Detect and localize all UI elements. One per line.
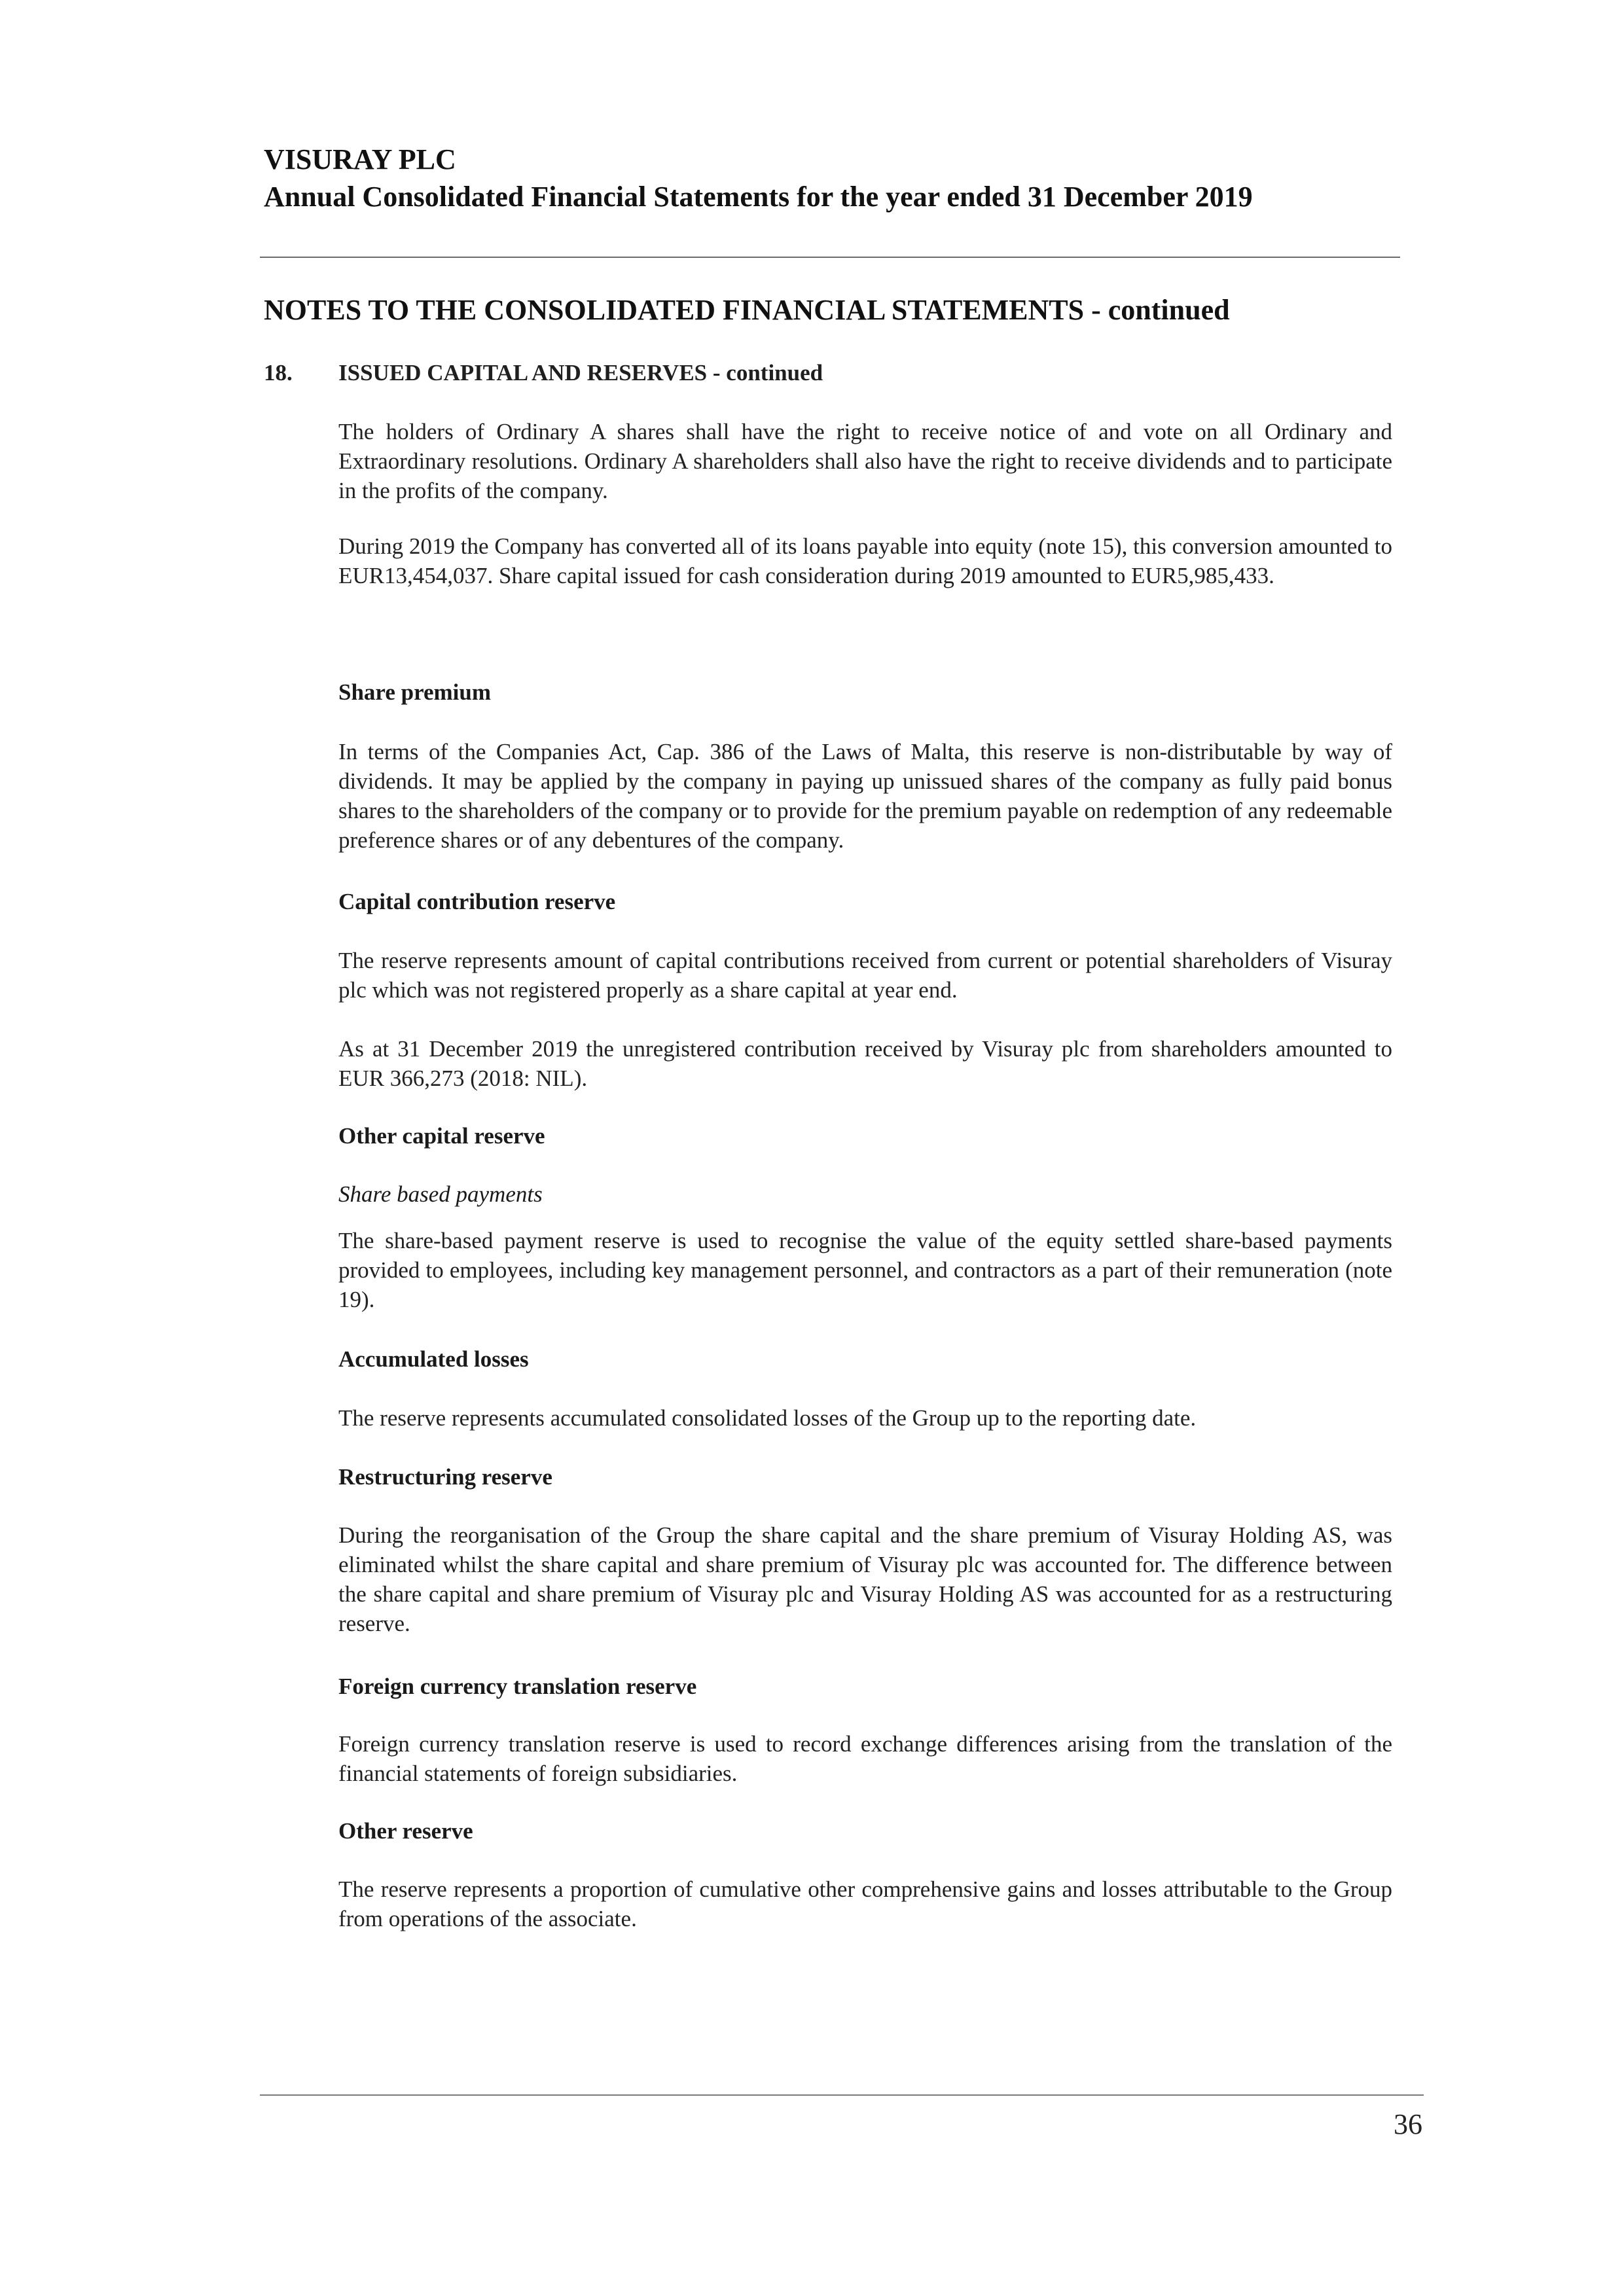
paragraph-loan-conversion: During 2019 the Company has converted all of its loans payable into equity (note 15), this conversion amounted to EUR13,454,037. Share capital issued for cash consideration during 2019 amounted to EUR5,985,433. <box>338 533 1392 588</box>
paragraph-restructuring-reserve: During the reorganisation of the Group the share capital and the share premium of Visuray Holding AS, was eliminated whilst the share capital and share premium of Visuray plc was accounted for. The difference between the share capital and share premium of Visuray plc and Visuray Holding AS was accounted for as a restructuring reserve. <box>338 1522 1392 1636</box>
notes-heading: NOTES TO THE CONSOLIDATED FINANCIAL STATEMENTS - continued <box>264 294 1230 326</box>
heading-foreign-currency-reserve: Foreign currency translation reserve <box>338 1674 697 1699</box>
header-divider <box>260 257 1400 258</box>
company-name: VISURAY PLC <box>264 143 456 175</box>
heading-share-based-payments: Share based payments <box>338 1181 543 1207</box>
paragraph-foreign-currency-reserve: Foreign currency translation reserve is used to record exchange differences arising from the translation of the financial statements of foreign subsidiaries. <box>338 1731 1392 1786</box>
heading-other-reserve: Other reserve <box>338 1818 473 1844</box>
paragraph-other-reserve: The reserve represents a proportion of cumulative other comprehensive gains and losses attributable to the Group from operations of the associate. <box>338 1876 1392 1931</box>
paragraph-accumulated-losses: The reserve represents accumulated consolidated losses of the Group up to the reporting date. <box>338 1405 1197 1431</box>
report-title: Annual Consolidated Financial Statements for the year ended 31 December 2019 <box>264 181 1253 213</box>
paragraph-share-premium: In terms of the Companies Act, Cap. 386 of the Laws of Malta, this reserve is non-distributable by way of dividends. It may be applied by the company in paying up unissued shares of the company as fully paid bonus shares to the shareholders of the company or to provide for the premium payable on redemption of any redeemable preference shares or of any debentures of the company. <box>338 739 1392 853</box>
heading-restructuring-reserve: Restructuring reserve <box>338 1464 552 1490</box>
heading-capital-contribution: Capital contribution reserve <box>338 889 616 914</box>
page-number: 36 <box>1394 2108 1422 2140</box>
heading-other-capital-reserve: Other capital reserve <box>338 1123 545 1149</box>
paragraph-capital-contribution: The reserve represents amount of capital contributions received from current or potential shareholders of Visuray plc which was not registered properly as a share capital at year end. <box>338 948 1392 1003</box>
section-number: 18. <box>264 360 293 386</box>
heading-share-premium: Share premium <box>338 679 492 705</box>
section-title: ISSUED CAPITAL AND RESERVES - continued <box>338 360 823 386</box>
paragraph-unregistered-contribution: As at 31 December 2019 the unregistered contribution received by Visuray plc from shareholders amounted to EUR 366,273 (2018: NIL). <box>338 1036 1392 1091</box>
heading-accumulated-losses: Accumulated losses <box>338 1346 529 1372</box>
paragraph-share-based-payments: The share-based payment reserve is used to recognise the value of the equity settled share-based payments provided to employees, including key management personnel, and contractors as a part of their remuneration (note 19). <box>338 1228 1392 1312</box>
paragraph-ordinary-a-shares: The holders of Ordinary A shares shall have the right to receive notice of and vote on all Ordinary and Extraordinary resolutions. Ordinary A shareholders shall also have the right to receive dividends and to participate in the profits of the company. <box>338 419 1392 503</box>
footer-divider <box>260 2094 1424 2096</box>
